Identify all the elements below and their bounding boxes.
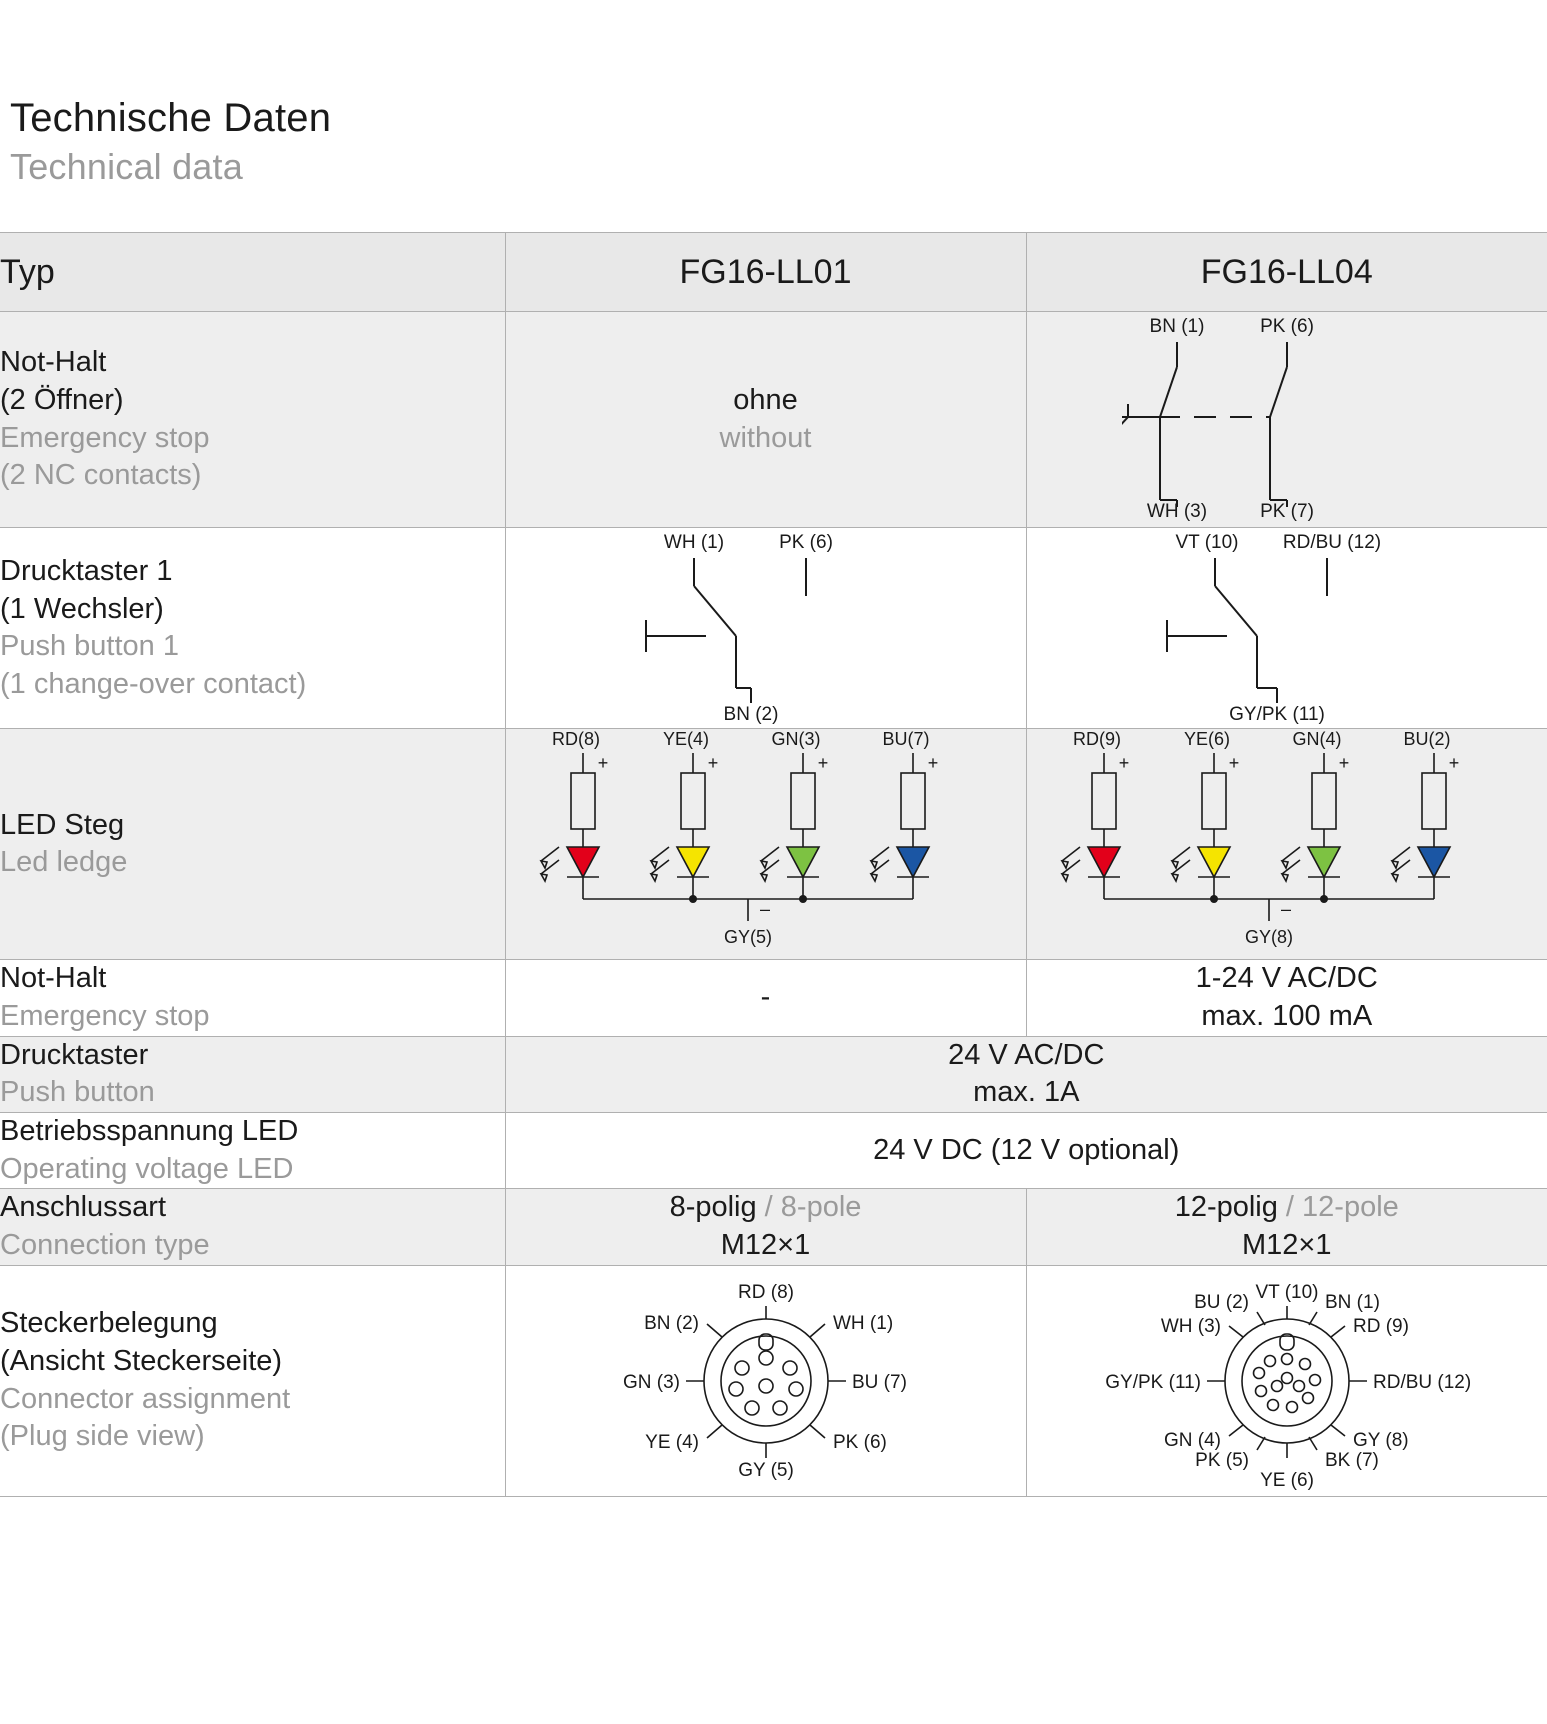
value-en: 8-pole [780, 1191, 862, 1224]
page-title-en: Technical data [10, 146, 243, 187]
cell-ll04-connector-pinout [1026, 1265, 1547, 1496]
value-line1: 1-24 V AC/DC [1195, 962, 1378, 995]
value-de: ohne [733, 384, 798, 416]
row-label-emergency-stop-2nc [0, 312, 505, 528]
value-line1 [1027, 1189, 1547, 1227]
row-label-connector-assignment [0, 1265, 505, 1496]
row-label-push-button-1 [0, 528, 505, 729]
pin-label-lower-left: GN (4) [1163, 1429, 1221, 1451]
changeover-contact-icon [1137, 528, 1437, 728]
value-line1: 24 V AC/DC [948, 1038, 1105, 1071]
pin-label-bottom-left: PK (5) [1194, 1449, 1249, 1471]
pin-label-top-right: WH (1) [832, 1312, 893, 1334]
page-header [0, 0, 1547, 188]
schematic-label-vt10: VT (10) [1175, 532, 1239, 554]
label-en-line1: Operating voltage LED [0, 1152, 294, 1185]
value-en: without [719, 421, 812, 454]
cell-ll01-push-button-1 [505, 528, 1026, 729]
cell-ll04-push-button-1 [1026, 528, 1547, 729]
value-line2: M12×1 [1242, 1229, 1332, 1261]
led-label-4: BU(7) [881, 729, 930, 750]
label-en-line1: Push button [0, 1076, 155, 1109]
plus-sign-3: + [817, 753, 828, 774]
led-label-1: RD(9) [1072, 729, 1121, 750]
led-label-2: YE(6) [1183, 729, 1230, 750]
value-line1 [506, 1189, 1026, 1227]
schematic-label-pk6: PK (6) [1259, 316, 1314, 338]
connector-8pole-icon [541, 1276, 991, 1486]
cell-ll01-led-ledge [505, 729, 1026, 960]
row-label-connection-type [0, 1189, 505, 1265]
plus-sign-2: + [707, 753, 718, 774]
cell-ll01-emergency-stop-rating [505, 960, 1026, 1036]
value-line2: max. 1A [973, 1076, 1080, 1109]
plus-sign-4: + [1448, 753, 1460, 774]
label-de-line1: Drucktaster 1 [0, 554, 173, 587]
plus-sign-2: + [1228, 753, 1240, 774]
pin-label-top: RD (8) [737, 1281, 794, 1303]
table-row [0, 960, 1547, 1036]
pin-label-bottom: YE (6) [1259, 1469, 1314, 1491]
table-row [0, 1265, 1547, 1496]
schematic-label-wh3: WH (3) [1146, 501, 1207, 523]
header-cell-fg16-ll04: FG16-LL04 [1026, 233, 1547, 312]
label-de-line2: (Ansicht Steckerseite) [0, 1345, 283, 1377]
table-row [0, 1189, 1547, 1265]
pin-label-top-left: BU (2) [1193, 1291, 1249, 1313]
cell-ll04-emergency-stop [1026, 312, 1547, 528]
pin-label-left: GY/PK (11) [1105, 1371, 1201, 1393]
cell-push-button-rating [505, 1036, 1547, 1112]
connector-12pole-icon [1037, 1266, 1537, 1496]
emergency-stop-2nc-icon [1122, 312, 1452, 527]
push-button-schematic-ll04 [1027, 528, 1547, 728]
value-line2: M12×1 [720, 1229, 811, 1261]
connector-pinout-8pole [506, 1276, 1026, 1486]
table-row [0, 729, 1547, 960]
led-label-2: YE(4) [662, 729, 709, 750]
value-de: 8-polig [669, 1191, 757, 1224]
led-label-3: GN(4) [1292, 729, 1342, 750]
pin-label-right: RD/BU (12) [1372, 1371, 1471, 1393]
value-line1: 24 V DC (12 V optional) [873, 1133, 1180, 1166]
pin-label-top: VT (10) [1255, 1281, 1319, 1303]
common-label: GY(5) [723, 927, 772, 948]
led-label-4: BU(2) [1403, 729, 1451, 750]
pin-label-bottom-right: BK (7) [1324, 1449, 1379, 1471]
cell-ll04-led-ledge [1026, 729, 1547, 960]
table-row [0, 1036, 1547, 1112]
cell-ll01-emergency-stop [505, 312, 1026, 528]
pin-label-right: BU (7) [851, 1371, 907, 1393]
pin-label-bottom: GY (5) [737, 1459, 794, 1481]
header-cell-fg16-ll01: FG16-LL01 [505, 233, 1026, 312]
minus-sign: – [759, 899, 770, 920]
row-label-emergency-stop-rating [0, 960, 505, 1036]
pin-label-top-right: BN (1) [1324, 1291, 1380, 1313]
schematic-label-pk7: PK (7) [1259, 501, 1314, 523]
label-en-line2: (2 NC contacts) [0, 459, 202, 492]
led-label-3: GN(3) [771, 729, 820, 750]
led-ledge-schematic-ll04 [1027, 729, 1547, 959]
value-de: 12-polig [1174, 1191, 1278, 1224]
label-de-line1: Drucktaster [0, 1038, 149, 1071]
pin-label-lower-right: GY (8) [1352, 1429, 1409, 1451]
schematic-label-wh1: WH (1) [663, 532, 724, 554]
plus-sign-3: + [1338, 753, 1350, 774]
value-en: 12-pole [1302, 1191, 1399, 1224]
plus-sign-1: + [597, 753, 608, 774]
label-de-line2: (2 Öffner) [0, 384, 124, 416]
label-en-line1: Connection type [0, 1229, 210, 1261]
minus-sign: – [1280, 899, 1291, 920]
plus-sign-4: + [927, 753, 938, 774]
led-label-1: RD(8) [551, 729, 600, 750]
header-cell-type: Typ [0, 233, 505, 312]
label-de-line1: Betriebsspannung LED [0, 1114, 299, 1147]
led-ledge-icon [521, 729, 1011, 959]
pin-label-left: GN (3) [622, 1371, 680, 1393]
value-dash: - [760, 981, 771, 1014]
label-en-line1: Connector assignment [0, 1382, 291, 1415]
label-en-line2: (1 change-over contact) [0, 667, 307, 700]
label-de-line2: (1 Wechsler) [0, 592, 164, 625]
emergency-stop-schematic [1027, 312, 1547, 527]
cell-ll01-connection-type [505, 1189, 1026, 1265]
schematic-label-pk6: PK (6) [778, 532, 833, 554]
schematic-label-gypk11: GY/PK (11) [1228, 704, 1325, 726]
pin-label-bottom-right: PK (6) [832, 1431, 887, 1453]
table-row [0, 528, 1547, 729]
label-en-line1: Emergency stop [0, 999, 210, 1032]
row-label-operating-voltage-led [0, 1112, 505, 1188]
common-label: GY(8) [1244, 927, 1293, 948]
cell-ll04-connection-type [1026, 1189, 1547, 1265]
table-row [0, 1112, 1547, 1188]
page-title-de: Technische Daten [10, 96, 332, 140]
label-de-line1: Steckerbelegung [0, 1307, 218, 1340]
connector-pinout-12pole [1027, 1266, 1547, 1496]
plus-sign-1: + [1118, 753, 1130, 774]
value-line2: max. 100 mA [1201, 999, 1373, 1032]
pin-label-top-left: BN (2) [643, 1312, 699, 1334]
label-de-line1: Not-Halt [0, 962, 107, 995]
technical-data-table [0, 232, 1547, 1497]
label-de-line1: Anschlussart [0, 1191, 167, 1224]
led-ledge-icon [1042, 729, 1532, 959]
row-label-push-button-rating [0, 1036, 505, 1112]
label-en-line2: (Plug side view) [0, 1420, 205, 1453]
label-en-line1: Emergency stop [0, 421, 210, 454]
pin-label-upper-right: RD (9) [1352, 1315, 1409, 1337]
led-ledge-schematic-ll01 [506, 729, 1026, 959]
label-en-line1: Push button 1 [0, 630, 179, 663]
cell-ll04-emergency-stop-rating [1026, 960, 1547, 1036]
schematic-label-bn1: BN (1) [1149, 316, 1205, 338]
table-header-row [0, 233, 1547, 312]
pin-label-bottom-left: YE (4) [644, 1431, 699, 1453]
cell-operating-voltage-led [505, 1112, 1547, 1188]
changeover-contact-icon [616, 528, 916, 728]
value-sep: / [1277, 1191, 1303, 1224]
value-sep: / [756, 1191, 781, 1224]
label-en-line1: Led ledge [0, 846, 128, 879]
schematic-label-bn2: BN (2) [723, 704, 778, 726]
cell-ll01-connector-pinout [505, 1265, 1026, 1496]
push-button-schematic-ll01 [506, 528, 1026, 728]
row-label-led-ledge [0, 729, 505, 960]
schematic-label-rdbu12: RD/BU (12) [1282, 532, 1381, 554]
label-de-line1: Not-Halt [0, 346, 107, 379]
pin-label-upper-left: WH (3) [1160, 1315, 1221, 1337]
label-de-line1: LED Steg [0, 808, 125, 841]
table-row [0, 312, 1547, 528]
